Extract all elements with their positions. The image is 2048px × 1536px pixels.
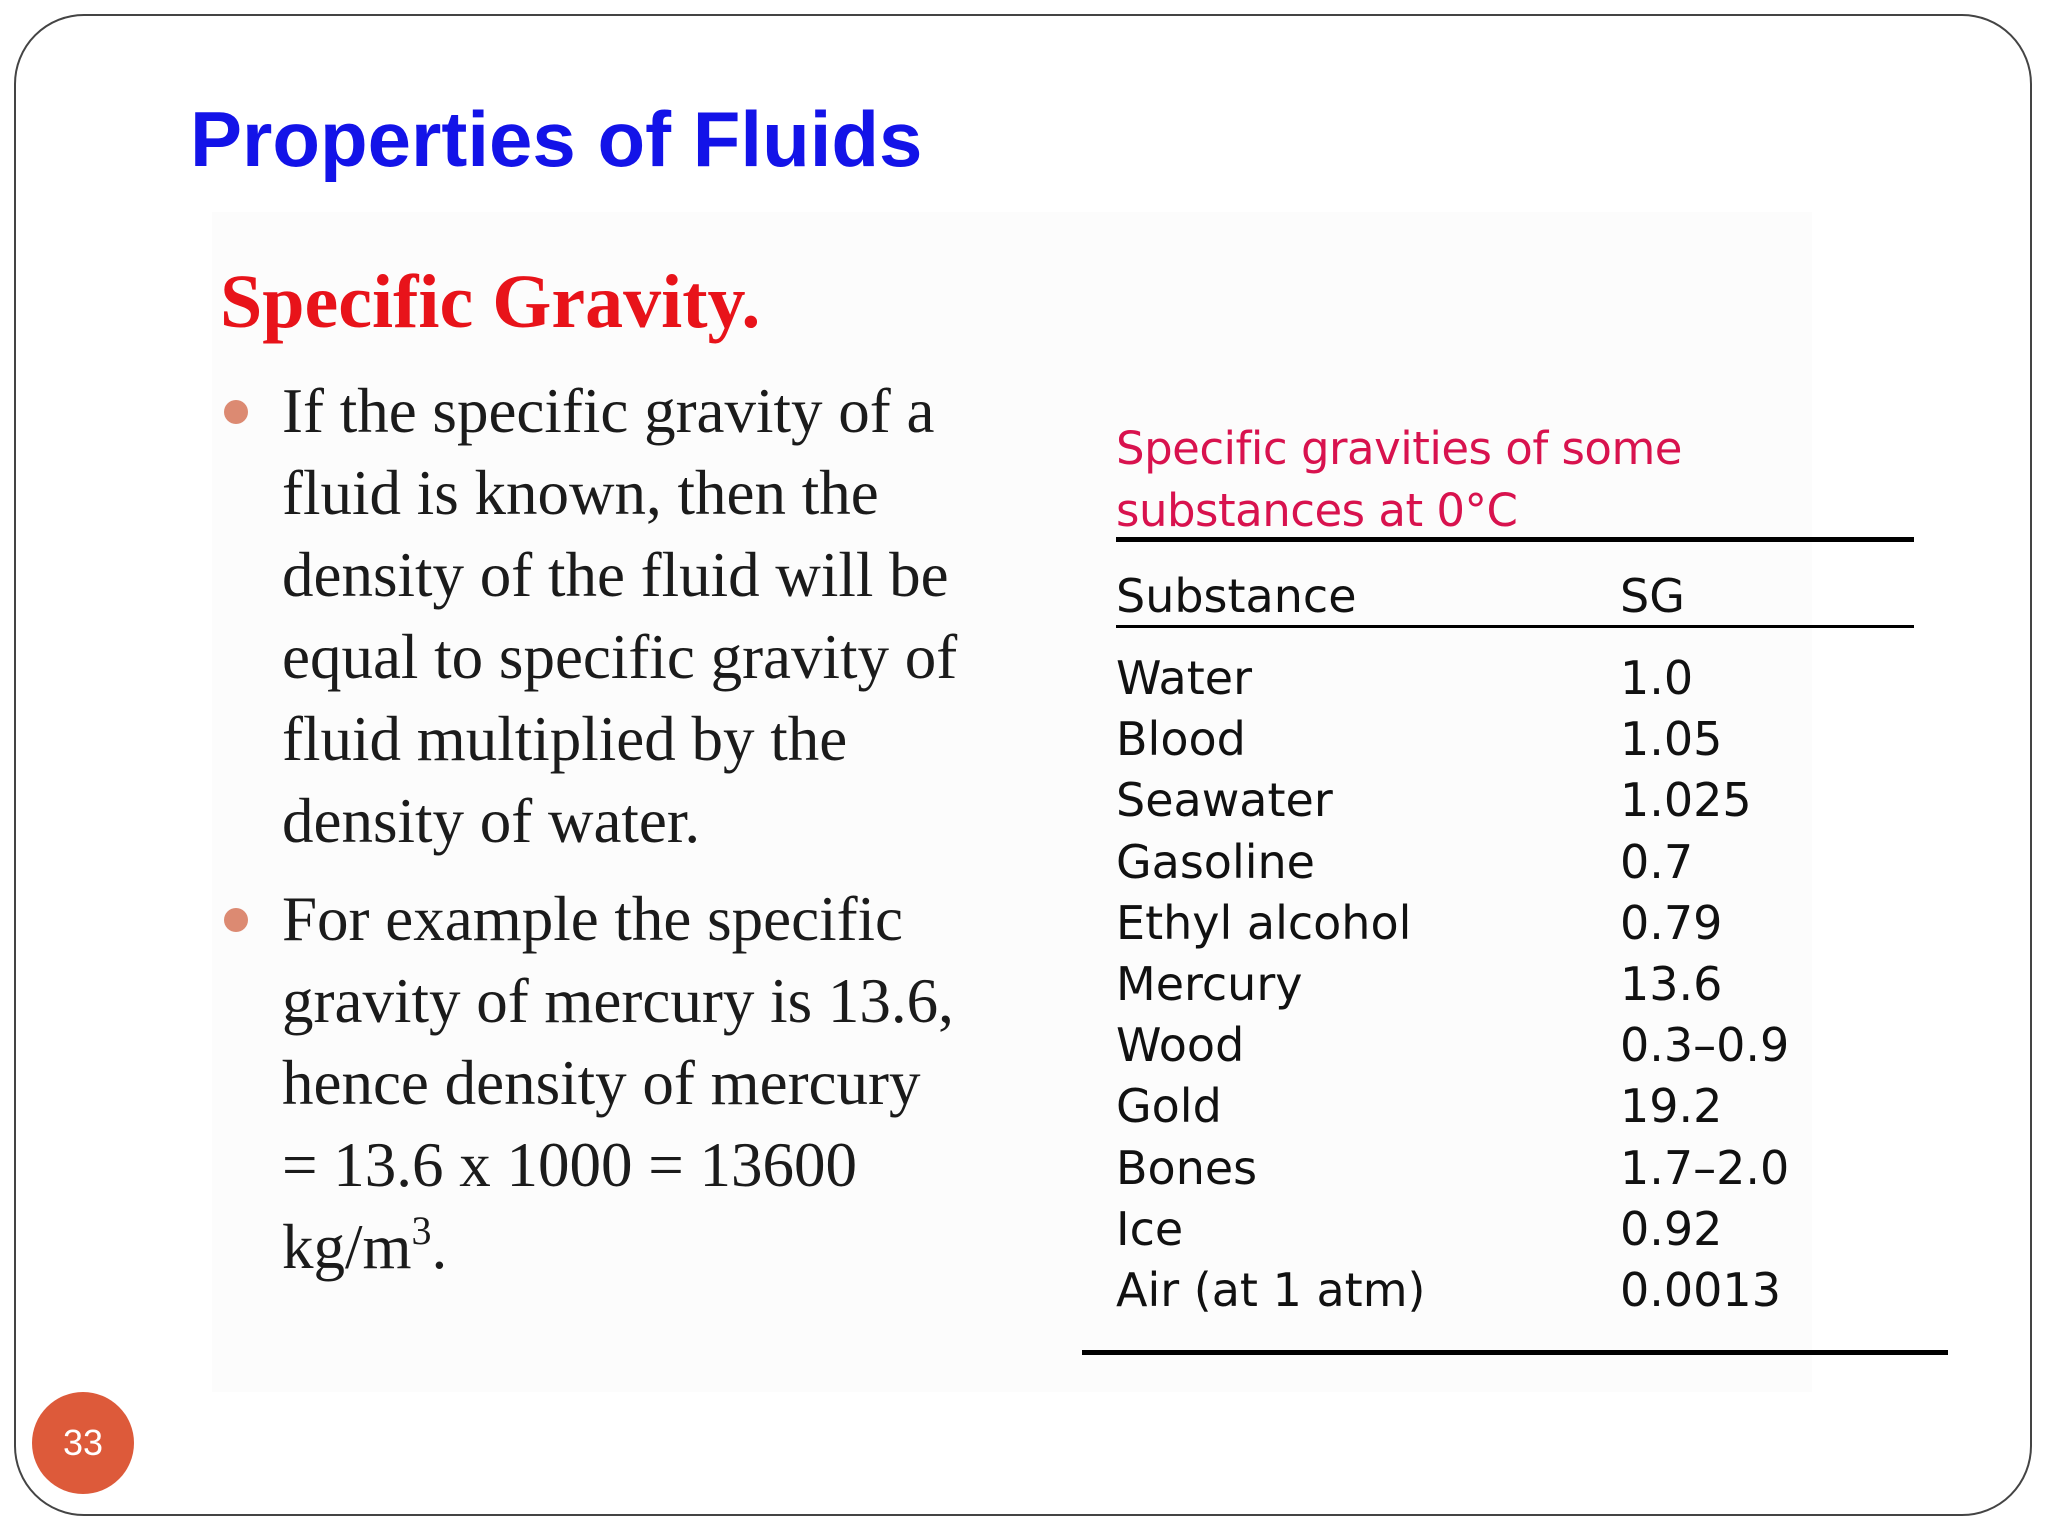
table-row: [1116, 648, 1906, 709]
sg-cell: 0.7: [1620, 834, 1694, 889]
density-unit: [282, 1206, 1052, 1288]
bullet-marker-icon: [224, 400, 248, 424]
specific-gravity-table: [1116, 648, 1906, 1321]
section-heading: Specific Gravity.: [220, 260, 761, 344]
page-number: 33: [62, 1422, 104, 1463]
sg-cell: 1.025: [1620, 773, 1752, 828]
bullet-item: [282, 370, 1052, 862]
table-row: [1116, 1138, 1906, 1199]
sg-cell: 0.79: [1620, 895, 1723, 950]
density-formula: = 13.6 x 1000 = 13600: [282, 1130, 858, 1200]
bullet-marker-icon: [224, 908, 248, 932]
substance-cell: Seawater: [1116, 773, 1333, 828]
substance-cell: Wood: [1116, 1018, 1245, 1073]
substance-cell: Gasoline: [1116, 834, 1315, 889]
bullet-item: [282, 878, 1052, 1288]
table-caption: Specific gravities of some substances at 0°C: [1116, 422, 1682, 537]
substance-cell: Ethyl alcohol: [1116, 895, 1412, 950]
sg-cell: 0.3–0.9: [1620, 1018, 1790, 1073]
column-header-substance: Substance: [1116, 569, 1357, 623]
slide-title: Properties of Fluids: [190, 95, 923, 183]
sg-cell: 1.7–2.0: [1620, 1140, 1790, 1195]
sg-cell: 19.2: [1620, 1079, 1723, 1134]
sg-cell: 0.92: [1620, 1201, 1723, 1256]
table-row: [1116, 1076, 1906, 1137]
sg-cell: 1.0: [1620, 651, 1694, 705]
table-row: [1116, 709, 1906, 770]
substance-cell: Bones: [1116, 1140, 1258, 1195]
table-top-rule: [1116, 537, 1914, 542]
table-row: [1116, 832, 1906, 893]
table-row: [1116, 1015, 1906, 1076]
unit-base: kg/m: [282, 1212, 412, 1282]
table-row: [1116, 893, 1906, 954]
substance-cell: Blood: [1116, 712, 1246, 767]
column-header-sg: SG: [1620, 569, 1685, 623]
bullet-text: If the specific gravity of a fluid is known, then the density of the fluid will be equal to specific gravity of fluid multiplied by the density of water.: [282, 376, 958, 856]
table-row: [1116, 1199, 1906, 1260]
unit-exponent: 3: [411, 1208, 432, 1253]
substance-cell: Gold: [1116, 1079, 1222, 1134]
substance-cell: Water: [1116, 651, 1252, 705]
bullet-text: For example the specific gravity of mercury is 13.6, hence density of mercury: [282, 884, 954, 1118]
sg-cell: 13.6: [1620, 956, 1723, 1011]
sg-cell: 1.05: [1620, 712, 1723, 767]
substance-cell: Mercury: [1116, 956, 1303, 1011]
substance-cell: Ice: [1116, 1201, 1184, 1256]
sg-cell: 0.0013: [1620, 1262, 1781, 1317]
table-bottom-rule: [1082, 1350, 1948, 1355]
page-number-badge: [32, 1392, 134, 1494]
unit-suffix: .: [431, 1212, 448, 1282]
substance-cell: Air (at 1 atm): [1116, 1262, 1426, 1317]
table-row: [1116, 770, 1906, 831]
table-header-rule: [1116, 625, 1914, 628]
table-row: [1116, 1260, 1906, 1321]
table-row: [1116, 954, 1906, 1015]
